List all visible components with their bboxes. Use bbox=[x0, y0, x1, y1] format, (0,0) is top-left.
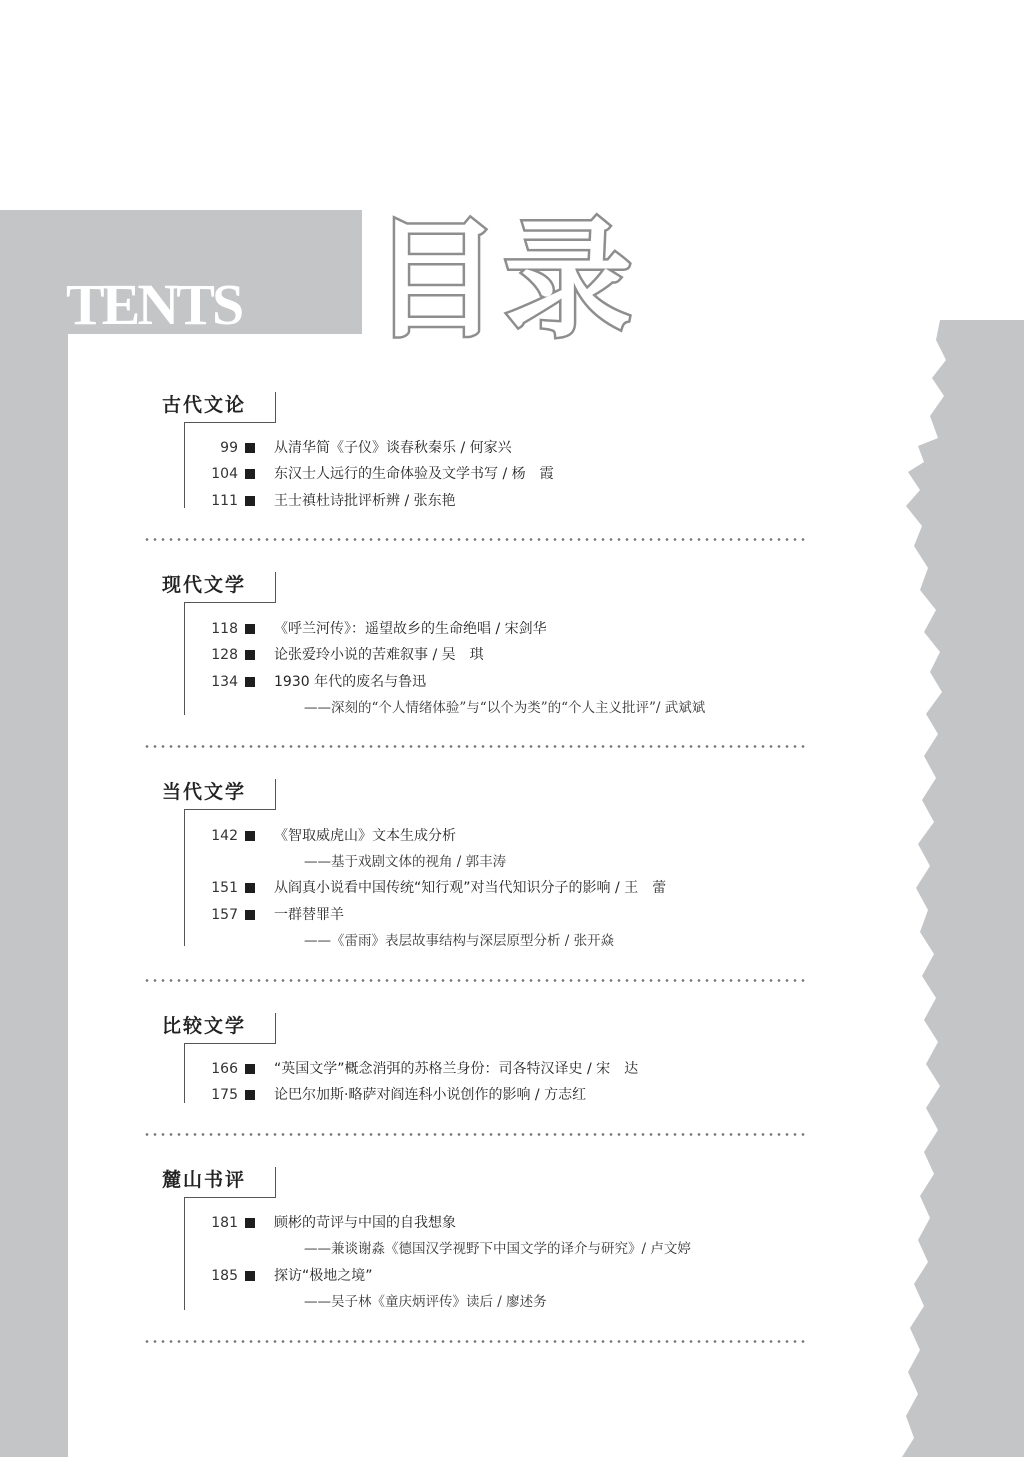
toc-entry[interactable] bbox=[190, 904, 790, 926]
square-bullet-icon bbox=[245, 443, 255, 453]
square-bullet-icon bbox=[245, 1064, 255, 1074]
entry-subtitle: ——兼谈谢淼《德国汉学视野下中国文学的译介与研究》/ 卢文婷 bbox=[304, 1241, 691, 1257]
toc-entry[interactable] bbox=[190, 671, 790, 693]
toc-entry[interactable] bbox=[190, 644, 790, 666]
toc-entry[interactable] bbox=[190, 1084, 790, 1106]
square-bullet-icon bbox=[245, 650, 255, 660]
page-number: 185 bbox=[211, 1268, 238, 1284]
dotted-divider bbox=[143, 1133, 805, 1136]
heading-rule-horizontal bbox=[184, 1197, 276, 1198]
entry-rule bbox=[184, 1197, 185, 1310]
square-bullet-icon bbox=[245, 496, 255, 506]
heading-rule-horizontal bbox=[184, 809, 276, 810]
page-number: 104 bbox=[211, 466, 238, 482]
heading-rule-vertical bbox=[275, 1167, 276, 1197]
entry-title: 从清华简《子仪》谈春秋秦乐 / 何家兴 bbox=[274, 440, 512, 456]
page-number: 142 bbox=[211, 828, 238, 844]
square-bullet-icon bbox=[245, 883, 255, 893]
toc-entry[interactable] bbox=[190, 1212, 790, 1234]
entry-title: 《呼兰河传》：遥望故乡的生命绝唱 / 宋剑华 bbox=[274, 621, 547, 637]
section-heading-book-review: 麓山书评 bbox=[162, 1169, 247, 1191]
dotted-divider bbox=[143, 1340, 805, 1343]
heading-rule-horizontal bbox=[184, 1043, 276, 1044]
contents-side-label: TENTS bbox=[66, 272, 242, 337]
entry-rule bbox=[184, 1043, 185, 1103]
page-number: 157 bbox=[211, 907, 238, 923]
square-bullet-icon bbox=[245, 624, 255, 634]
entry-rule bbox=[184, 602, 185, 715]
entry-title: 从阎真小说看中国传统“知行观”对当代知识分子的影响 / 王 蕾 bbox=[274, 880, 667, 896]
page-title-text: 目录 bbox=[372, 206, 637, 340]
dotted-divider bbox=[143, 538, 805, 541]
entry-subtitle: ——深刻的“个人情绪体验”与“以个为类”的“个人主义批评”/ 武斌斌 bbox=[304, 700, 706, 716]
square-bullet-icon bbox=[245, 1271, 255, 1281]
toc-entry[interactable] bbox=[190, 618, 790, 640]
section-heading-ancient: 古代文论 bbox=[162, 394, 247, 416]
entry-subtitle: ——吴子林《童庆炳评传》读后 / 廖述务 bbox=[304, 1294, 547, 1310]
page-number: 99 bbox=[220, 440, 238, 456]
square-bullet-icon bbox=[245, 677, 255, 687]
entry-rule bbox=[184, 809, 185, 946]
square-bullet-icon bbox=[245, 910, 255, 920]
toc-entry[interactable] bbox=[190, 1265, 790, 1287]
entry-title: “英国文学”概念消弭的苏格兰身份：司各特汉译史 / 宋 达 bbox=[274, 1061, 639, 1077]
heading-rule-vertical bbox=[275, 779, 276, 809]
entry-subtitle: ——《雷雨》表层故事结构与深层原型分析 / 张开焱 bbox=[304, 933, 615, 949]
entry-subtitle: ——基于戏剧文体的视角 / 郭丰涛 bbox=[304, 854, 507, 870]
toc-entry[interactable] bbox=[190, 877, 790, 899]
torn-paper-edge bbox=[880, 320, 1024, 1457]
heading-rule-vertical bbox=[275, 572, 276, 602]
heading-rule-vertical bbox=[275, 392, 276, 422]
heading-rule-horizontal bbox=[184, 422, 276, 423]
heading-rule-vertical bbox=[275, 1013, 276, 1043]
page-title bbox=[372, 200, 662, 340]
entry-title: 一群替罪羊 bbox=[274, 907, 344, 923]
entry-title: 论张爱玲小说的苦难叙事 / 吴 琪 bbox=[274, 647, 484, 663]
section-heading-modern: 现代文学 bbox=[162, 574, 247, 596]
page-number: 166 bbox=[211, 1061, 238, 1077]
toc-entry[interactable] bbox=[190, 1058, 790, 1080]
square-bullet-icon bbox=[245, 469, 255, 479]
toc-entry[interactable] bbox=[190, 463, 790, 485]
square-bullet-icon bbox=[245, 1218, 255, 1228]
entry-title: 探访“极地之境” bbox=[274, 1268, 373, 1284]
entry-title: 1930 年代的废名与鲁迅 bbox=[274, 674, 427, 690]
section-heading-comparative: 比较文学 bbox=[162, 1015, 247, 1037]
page-number: 175 bbox=[211, 1087, 238, 1103]
heading-rule-horizontal bbox=[184, 602, 276, 603]
page-number: 134 bbox=[211, 674, 238, 690]
entry-title: 东汉士人远行的生命体验及文学书写 / 杨 霞 bbox=[274, 466, 554, 482]
dotted-divider bbox=[143, 979, 805, 982]
entry-title: 顾彬的苛评与中国的自我想象 bbox=[274, 1215, 456, 1231]
page-number: 111 bbox=[211, 493, 238, 509]
toc-entry[interactable] bbox=[190, 825, 790, 847]
page-number: 151 bbox=[211, 880, 238, 896]
entry-rule bbox=[184, 422, 185, 508]
entry-title: 论巴尔加斯·略萨对阎连科小说创作的影响 / 方志红 bbox=[274, 1087, 587, 1103]
left-gray-strip bbox=[0, 334, 68, 1457]
page-number: 181 bbox=[211, 1215, 238, 1231]
toc-entry[interactable] bbox=[190, 437, 790, 459]
page-number: 128 bbox=[211, 647, 238, 663]
dotted-divider bbox=[143, 745, 805, 748]
entry-title: 《智取威虎山》文本生成分析 bbox=[274, 828, 456, 844]
toc-entry[interactable] bbox=[190, 490, 790, 512]
entry-title: 王士禛杜诗批评析辨 / 张东艳 bbox=[274, 493, 456, 509]
square-bullet-icon bbox=[245, 831, 255, 841]
square-bullet-icon bbox=[245, 1090, 255, 1100]
section-heading-contemporary: 当代文学 bbox=[162, 781, 247, 803]
page-number: 118 bbox=[211, 621, 238, 637]
